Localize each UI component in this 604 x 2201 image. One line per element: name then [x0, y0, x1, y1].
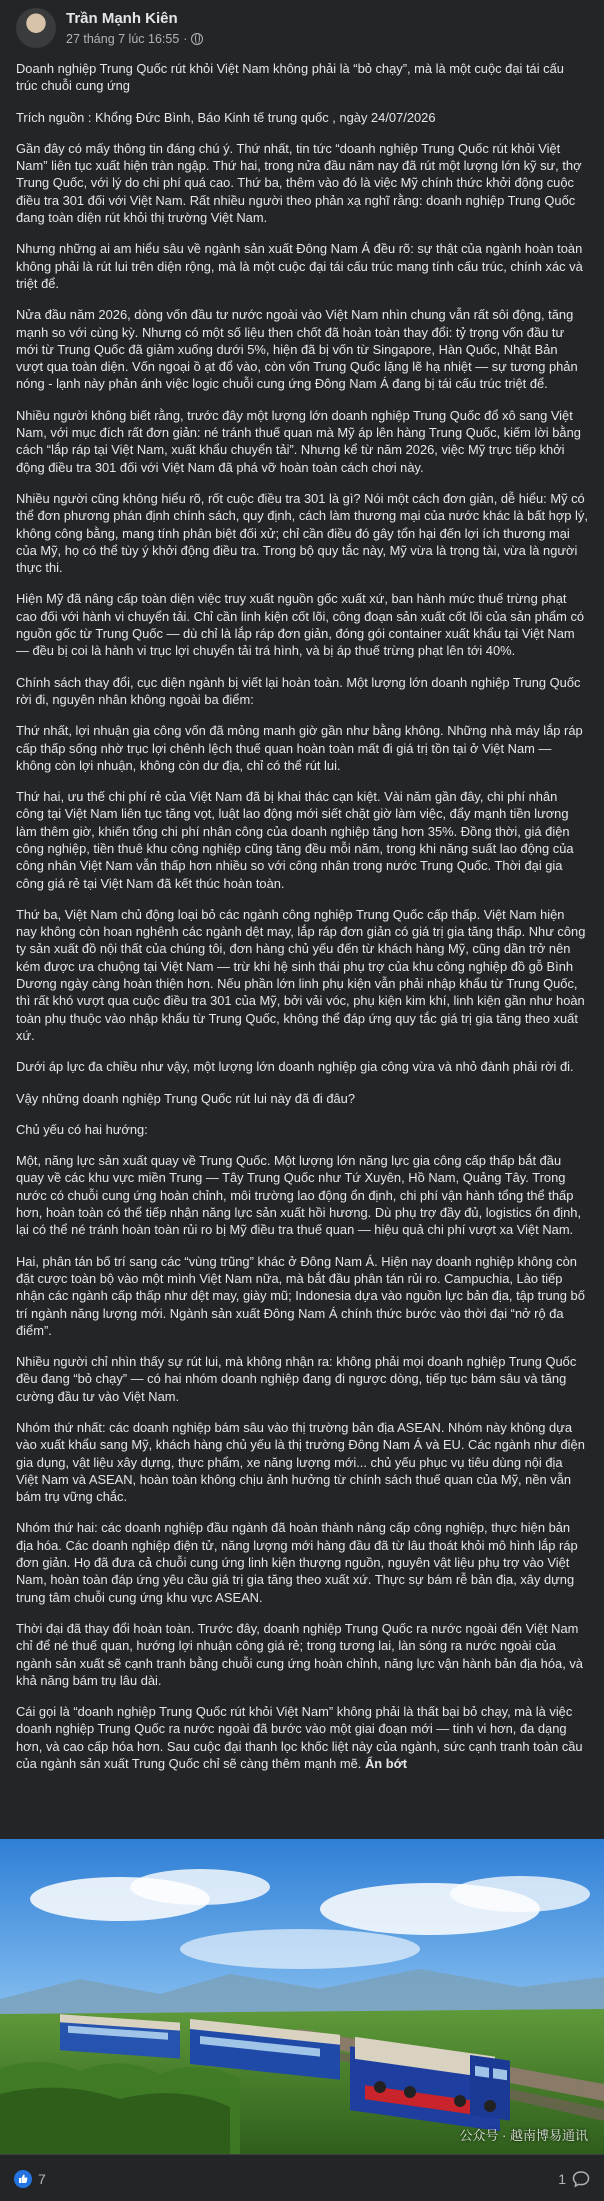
post-paragraph: Chủ yếu có hai hướng: — [16, 1121, 148, 1137]
post-paragraph: Nhóm thứ nhất: các doanh nghiệp bám sâu vào thị trường bản địa ASEAN. Nhóm này không dựa vào xuất khẩu sang Mỹ, khách hàng chủ yếu là thị trường Đông Nam Á và EU. Các ngành như điện gia dụng, vật liệu xây dựng, thực phẩm, xe năng lượng mới... chủ yếu phục vụ tiêu dùng nội địa Việt Nam và ASEAN, hoàn toàn không chịu ảnh hưởng từ chính sách thuế quan của Mỹ, nền vẫn bám trụ vững chắc. — [16, 1420, 585, 1505]
post-paragraph: Thứ hai, ưu thế chi phí rẻ của Việt Nam đã bị khai thác cạn kiệt. Vài năm gần đây, chi phí nhân công tại Việt Nam liên tục tăng vọt, luật lao động mới siết chặt giờ làm việc, đẩy mạnh tiền lương làm thêm giờ, khiến tổng chi phí nhân công của doanh nghiệp tăng hơn 35%. Đồng thời, giá điện công nghiệp, tiền thuê khu công nghiệp cũng tăng đều mỗi năm, trong khi năng suất lao động của công nhân Việt Nam vẫn thấp hơn nhiều so với công nhân trong nước Trung Quốc. Thời đại gia công giá rẻ tại Việt Nam đã kết thúc hoàn toàn. — [16, 789, 574, 891]
post-paragraph-last — [16, 1703, 588, 1772]
post-paragraph: Hiện Mỹ đã nâng cấp toàn diện việc truy xuất nguồn gốc xuất xứ, ban hành mức thuế trừng phạt cao đối với hành vi chuyển tải. Chỉ cần linh kiện cốt lõi, công đoạn sản xuất cốt lõi của sản phẩm có nguồn gốc từ Trung Quốc — dù chỉ là lắp ráp đơn giản, đóng gói container xuất khẩu tại Việt Nam — đều bị coi là hành vi trục lợi chuyển tải trá hình, và bị áp thuế trừng phạt lên tới 40%. — [16, 591, 585, 659]
see-less-link[interactable]: Ẩn bớt — [364, 1756, 408, 1772]
post-paragraph-source: Trích nguồn : Khổng Đức Bình, Báo Kinh tế trung quốc , ngày 24/07/2026 — [16, 109, 436, 125]
post-paragraph: Nửa đầu năm 2026, dòng vốn đầu tư nước ngoài vào Việt Nam nhìn chung vẫn rất sôi động, tăng mạnh so với cùng kỳ. Nhưng có một số liệu then chốt đã hoàn toàn thay đổi: tỷ trọng vốn đầu tư mới từ Trung Quốc đã giảm xuống dưới 5%, hiện đã bị vốn từ Singapore, Hàn Quốc, Nhật Bản vượt qua toàn diện. Vốn ngoại ồ ạt đổ vào, còn vốn Trung Quốc lặng lẽ hạ nhiệt — sự tương phản nóng - lạnh này phản ánh việc logic chuỗi cung ứng Đông Nam Á đang bị tái cấu trúc triệt để. — [16, 307, 578, 392]
post-footer — [0, 2154, 604, 2201]
post-paragraph: Thời đại đã thay đổi hoàn toàn. Trước đây, doanh nghiệp Trung Quốc ra nước ngoài đến Việt Nam chỉ để né thuế quan, hướng lợi nhuận công giá rẻ; trong tương lai, làn sóng ra nước ngoài của ngành sản xuất sẽ cạnh tranh bằng chuỗi cung ứng hoàn chỉnh, năng lực vận hành bản địa hóa, và khả năng bám trụ lâu dài. — [16, 1620, 583, 1688]
post-paragraph-text: Cái gọi là “doanh nghiệp Trung Quốc rút khỏi Việt Nam” không phải là thất bại bỏ chạy, mà là việc doanh nghiệp Trung Quốc ra nước ngoài đã bước vào một giai đoạn mới — tinh vi hơn, đa dạng hơn, và cao cấp hóa hơn. Sau cuộc đại thanh lọc khốc liệt này của ngành, sức cạnh tranh toàn cầu của ngành sản xuất Trung Quốc chỉ sẽ càng thêm mạnh mẽ. — [16, 1704, 583, 1772]
photo-watermark: 公众号 · 越南博易通讯 — [459, 2128, 588, 2143]
post-header — [16, 6, 588, 56]
post-paragraph: Chính sách thay đổi, cục diện ngành bị viết lại hoàn toàn. Một lượng lớn doanh nghiệp Trung Quốc rời đi, nguyên nhân không ngoài ba điểm: — [16, 674, 581, 707]
post-paragraph: Nhiều người chỉ nhìn thấy sự rút lui, mà không nhận ra: không phải mọi doanh nghiệp Trung Quốc đều đang “bỏ chạy” — có hai nhóm doanh nghiệp đang đi ngược dòng, tiếp tục bám sâu và tăng cường đầu tư vào Việt Nam. — [16, 1354, 577, 1404]
author-avatar[interactable] — [16, 8, 56, 48]
comments-count: 1 — [558, 2171, 566, 2187]
post-timestamp[interactable]: 27 tháng 7 lúc 16:55 — [66, 32, 180, 46]
comments-summary[interactable] — [558, 2170, 590, 2188]
post-body — [16, 60, 588, 1786]
post-paragraph: Gần đây có mấy thông tin đáng chú ý. Thứ nhất, tin tức “doanh nghiệp Trung Quốc rút khỏi Việt Nam” liên tục xuất hiện tràn ngập. Thứ hai, trong nửa đầu năm nay đã rút một lượng lớn kỹ sư, thợ Trung Quốc, với lý do chi phí quá cao. Thứ ba, thêm vào đó là việc Mỹ chính thức khởi động cuộc điều tra 301 đối với Việt Nam. Rất nhiều người theo phản xạ nghĩ rằng: doanh nghiệp Trung Quốc đang toàn diện rút khỏi thị trường Việt Nam. — [16, 140, 582, 226]
post-paragraph: Dưới áp lực đa chiều như vậy, một lượng lớn doanh nghiệp gia công vừa và nhỏ đành phải rời đi. — [16, 1059, 574, 1075]
post-paragraph: Thứ nhất, lợi nhuận gia công vốn đã mỏng manh giờ gần như bằng không. Những nhà máy lắp ráp cấp thấp sống nhờ trục lợi chênh lệch thuế quan hoàn toàn mất đi giá trị tồn tại ở Việt Nam — không còn lợi nhuận, không còn dư địa, chỉ có thể rút lui. — [16, 723, 583, 773]
reactions-count: 7 — [38, 2171, 46, 2187]
globe-icon — [191, 33, 203, 45]
post-paragraph: Một, năng lực sản xuất quay về Trung Quốc. Một lượng lớn năng lực gia công cấp thấp bắt đầu quay về các khu vực miền Trung — Tây Trung Quốc như Tứ Xuyên, Hồ Nam, Quảng Tây. Trong nước có chuỗi cung ứng hoàn chỉnh, môi trường lao động ổn định, chi phí vận hành tổng thể thấp hơn, hoàn toàn có thể tiếp nhận năng lực sản xuất hồi hương. Dù phụ trợ đầy đủ, logistics ổn định, lại có thể né tránh hoàn toàn rủi ro bị Mỹ điều tra thuế quan — hiệu quả chi phí vượt xa Việt Nam. — [16, 1153, 582, 1238]
train-landscape-image — [0, 1839, 604, 2154]
post-paragraph: Thứ ba, Việt Nam chủ động loại bỏ các ngành công nghiệp Trung Quốc cấp thấp. Việt Nam hiện nay không còn hoan nghênh các ngành dệt may, lắp ráp đơn giản có giá trị gia tăng thấp. Như công ty sản xuất đồ nội thất của chúng tôi, đơn hàng chủ yếu đến từ khách hàng Mỹ, cũng dần trở nên kém được ưa chuộng tại Việt Nam — trừ khi hệ sinh thái phụ trợ của khu công nghiệp đồ gỗ Bình Dương ngày càng hoàn thiện hơn. Nếu phần lớn linh phụ kiện vẫn phải nhập khẩu từ Trung Quốc, thì rất khó vượt qua cuộc điều tra 301 của Mỹ, bởi vải vóc, phụ kiện kim khí, linh kiện gần như hoàn toàn phụ thuộc vào nhập khẩu từ Trung Quốc, không thể đáp ứng quy tắc giá trị gia tăng theo xuất xứ. — [16, 906, 586, 1043]
post-photo[interactable] — [0, 1839, 604, 2154]
post-paragraph: Vậy những doanh nghiệp Trung Quốc rút lui này đã đi đâu? — [16, 1090, 356, 1106]
post-paragraph: Nhưng những ai am hiểu sâu về ngành sản xuất Đông Nam Á đều rõ: sự thật của ngành hoàn toàn không phải là rút lui trên diện rộng, mà là một cuộc đại tái cấu trúc mang tính cấu trúc, chính xác và triệt để. — [16, 241, 583, 291]
post-paragraph: Nhiều người cũng không hiểu rõ, rốt cuộc điều tra 301 là gì? Nói một cách đơn giản, dễ hiểu: Mỹ có thể đơn phương phán định chính sách, quy định, cách làm thương mại của nước khác là bất hợp lý, không công bằng, mang tính phân biệt đối xử; chỉ cần điều đó gây tổn hại đến lợi ích thương mại của Mỹ, họ có thể tùy ý khởi động điều tra. Trong bộ quy tắc này, Mỹ vừa là trọng tài, vừa là người thực thi. — [16, 490, 588, 576]
reactions-summary[interactable] — [14, 2170, 46, 2188]
like-icon — [14, 2170, 32, 2188]
post-paragraph-title: Doanh nghiệp Trung Quốc rút khỏi Việt Nam không phải là “bỏ chạy”, mà là một cuộc đại tái cấu trúc chuỗi cung ứng — [16, 61, 564, 94]
post-paragraph: Nhiều người không biết rằng, trước đây một lượng lớn doanh nghiệp Trung Quốc đổ xô sang Việt Nam, với mục đích rất đơn giản: né tránh thuế quan mà Mỹ áp lên hàng Trung Quốc, kiếm lời bằng cách “lắp ráp tại Việt Nam, xuất khẩu chuyển tải”. Nhưng kể từ năm 2026, việc Mỹ trực tiếp khởi động điều tra 301 đối với Việt Nam đã phá vỡ hoàn toàn cách chơi này. — [16, 407, 581, 475]
meta-separator: · — [183, 32, 188, 46]
comment-bubble-icon — [572, 2170, 590, 2188]
author-name[interactable]: Trần Mạnh Kiên — [66, 10, 178, 27]
post-paragraph: Hai, phân tán bố trí sang các “vùng trũng” khác ở Đông Nam Á. Hiện nay doanh nghiệp không còn đặt cược toàn bộ vào một mình Việt Nam nữa, mà bắt đầu phân tán rủi ro. Campuchia, Lào tiếp nhận các ngành cấp thấp như dệt may, giày mũ; Indonesia dựa vào nguồn lực bản địa, tập trung bố trí ngành năng lượng mới. Ngành sản xuất Đông Nam Á chính thức bước vào thời đại “nở rộ đa điểm”. — [16, 1253, 585, 1338]
post-paragraph: Nhóm thứ hai: các doanh nghiệp đầu ngành đã hoàn thành nâng cấp công nghiệp, thực hiện bản địa hóa. Các doanh nghiệp điện tử, năng lượng mới hàng đầu đã từ lâu thoát khỏi mô hình lắp ráp đơn giản. Họ đã đưa cả chuỗi cung ứng linh kiện thượng nguồn, nguyên vật liệu phụ trợ vào Việt Nam, hoàn toàn đáp ứng yêu cầu giá trị gia tăng theo xuất xứ. Thực sự bám rễ bản địa, xây dựng trung tâm chuỗi cung ứng khu vực ASEAN. — [16, 1520, 578, 1605]
post-meta — [66, 32, 203, 46]
